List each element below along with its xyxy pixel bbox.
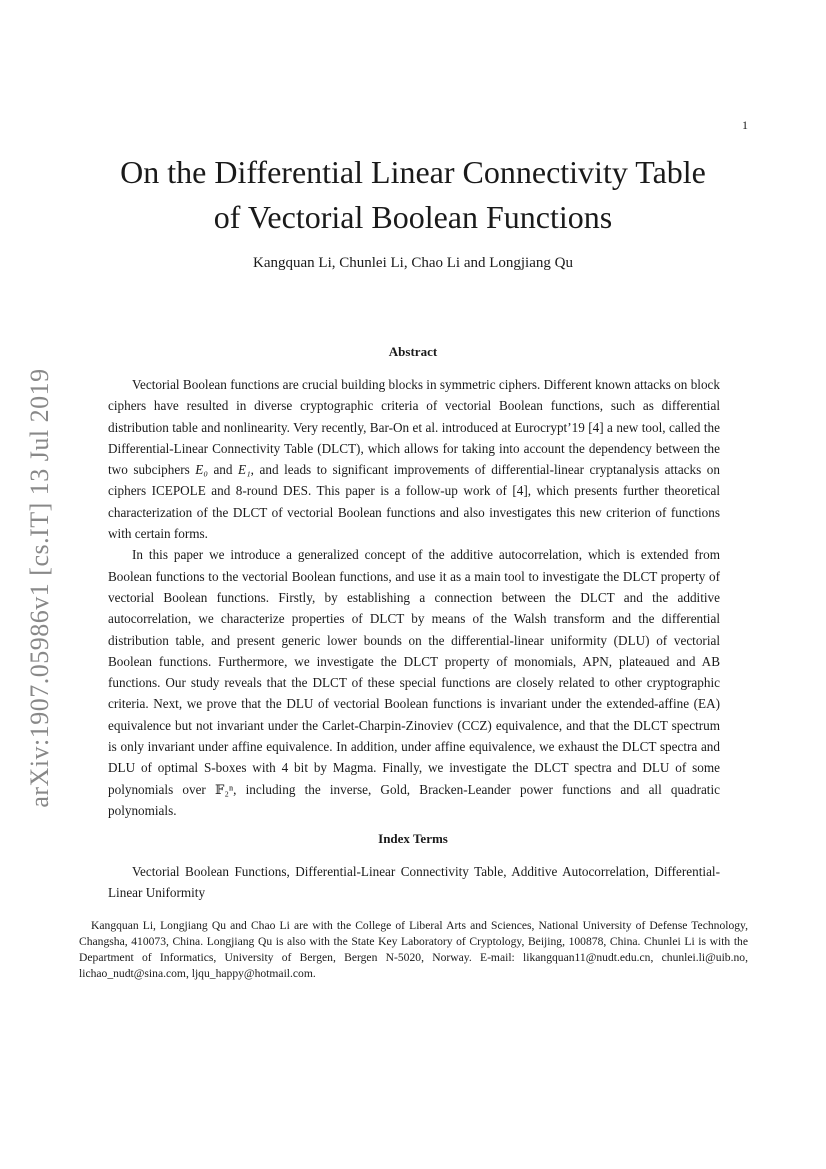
subcipher-e1: E₁ (238, 462, 251, 478)
abstract-paragraph-2 (108, 544, 720, 821)
arxiv-stamp: arXiv:1907.05986v1 [cs.IT] 13 Jul 2019 (25, 368, 54, 808)
paper-title (60, 150, 766, 240)
abstract-body (108, 374, 720, 821)
abstract-p2-text-c: , including the inverse, Gold, Bracken-Leander power functions and all quadratic polynomials. (108, 781, 720, 818)
abstract-p1-text-a: Vectorial Boolean functions are crucial building blocks in symmetric ciphers. Different known attacks on block ciphers have resulted in diverse cryptographic criteria of vectorial Boolean functions, such as differential distribution table and nonlinearity. Very recently, Bar-On et al. introduced at Eurocrypt’19 [4] a new tool, called the Differential-Linear Connectivity Table (DLCT), which allows for taking into account the dependency between the two subciphers (108, 377, 720, 478)
page-number: 1 (742, 118, 748, 132)
title-line-1: On the Differential Linear Connectivity Table (120, 154, 706, 190)
abstract-paragraph-1 (108, 374, 720, 544)
abstract-heading: Abstract (388, 344, 438, 359)
index-terms-body: Vectorial Boolean Functions, Differential-Linear Connectivity Table, Additive Autocorrelation, Differential-Linear Uniformity (108, 864, 720, 900)
abstract-p1-text-b: and (207, 462, 239, 478)
title-line-2: of Vectorial Boolean Functions (213, 199, 613, 235)
abstract-p1-text-c: , and leads to significant improvements of differential-linear cryptanalysis attacks on ciphers ICEPOLE and 8-round DES. This paper is a follow-up work of [4], which presents further theoretical characterization of the DLCT of vectorial Boolean functions and also investigates this new criterion of functions with certain forms. (108, 462, 720, 542)
bit-count: 4 (281, 760, 289, 776)
finite-field: 𝔽₂ⁿ (215, 781, 234, 797)
abstract-p2-text-a: In this paper we introduce a generalized concept of the additive autocorrelation, which is extended from Boolean functions to the vectorial Boolean functions, and use it as a main tool to investigate the DLCT property of vectorial Boolean functions. Firstly, by establishing a connection between the DLCT and the additive autocorrelation, we characterize properties of DLCT by means of the Walsh transform and the differential distribution table, and present generic lower bounds on the differential-linear uniformity (DLU) of vectorial Boolean functions. Furthermore, we investigate the DLCT property of monomials, APN, plateaued and AB functions. Our study reveals that the DLCT of these special functions are closely related to other cryptographic criteria. Next, we prove that the DLU of vectorial Boolean functions is invariant under the extended-affine (EA) equivalence but not invariant under the Carlet-Charpin-Zinoviev (CCZ) equivalence, and that the DLCT spectrum is only invariant under affine equivalence. In addition, under affine equivalence, we exhaust the DLCT spectra and DLU of optimal S-boxes with (108, 547, 720, 776)
subcipher-e0: E₀ (195, 462, 208, 478)
author-affiliation-footnote: Kangquan Li, Longjiang Qu and Chao Li are with the College of Liberal Arts and Sciences, National University of Defense Technology, Changsha, 410073, China. Longjiang Qu is also with the State Key Laboratory of Cryptology, Beijing, 100878, China. Chunlei Li is with the Department of Informatics, University of Bergen, Bergen N-5020, Norway. E-mail: likangquan11@nudt.edu.cn, chunlei.li@uib.no, lichao_nudt@sina.com, ljqu_happy@hotmail.com. (79, 919, 748, 980)
abstract-p2-text-b: bit by Magma. Finally, we investigate the DLCT spectra and DLU of some polynomials over (108, 760, 720, 797)
author-list: Kangquan Li, Chunlei Li, Chao Li and Longjiang Qu (253, 255, 573, 271)
index-terms-heading: Index Terms (378, 831, 448, 846)
